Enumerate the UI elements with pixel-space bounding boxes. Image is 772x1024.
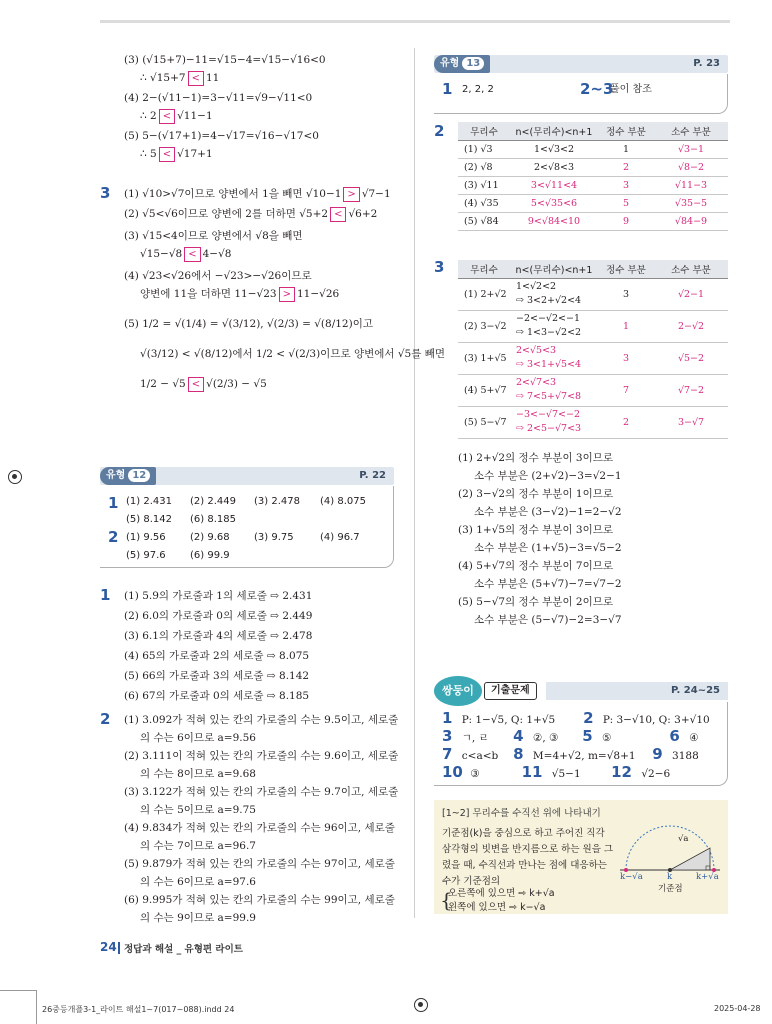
expr: ∴ √15+7 [140, 72, 186, 84]
tip-title: [1~2] 무리수를 수직선 위에 나타내기 [442, 808, 601, 819]
answer-sign-box: < [184, 247, 200, 262]
question-number: 2 [583, 709, 594, 727]
cell-line: −2<−√2<−1 [516, 313, 580, 324]
slug-rule [0, 990, 36, 991]
expr: √17+1 [177, 148, 213, 160]
cell-line: ⇨ 1<3−√2<2 [516, 327, 582, 338]
expr: ∴ 5 [140, 148, 157, 160]
solution-line: (3) √15<4이므로 양변에서 √8을 빼면 [124, 230, 303, 242]
cell: 3 [598, 342, 654, 374]
solution-line [140, 286, 339, 302]
solution-line [124, 206, 377, 222]
cell: 5<√35<6 [510, 194, 598, 212]
slug-rule [36, 990, 37, 1024]
question-number: 2 [108, 528, 119, 546]
solution-line: (5) 1/2 = √(1/4) = √(3/12), √(2/3) = √(8/12)이고 [124, 318, 373, 330]
cell: √2−1 [654, 278, 728, 310]
top-rule [100, 20, 730, 23]
cell: √7−2 [654, 374, 728, 406]
cell: √3−1 [654, 140, 728, 158]
question-number: 1 [442, 709, 453, 727]
question-number: 2 [100, 710, 111, 728]
column-header: 무리수 [458, 122, 510, 140]
expr: √15−√8 [140, 248, 183, 260]
solution-line: (3) 3.122가 적혀 있는 칸의 가로줄의 수는 9.7이고, 세로줄 [124, 786, 399, 798]
file-info: 26중등개플3-1_라이트 해설1~7(017~088).indd 24 [42, 1005, 235, 1014]
question-number: 1 [100, 586, 111, 604]
cell: 1 [598, 310, 654, 342]
cell: 3 [598, 176, 654, 194]
answer-sign-box: < [159, 147, 175, 162]
expr: √(2/3) − √5 [206, 378, 267, 390]
column-header: n<(무리수)<n+1 [510, 122, 598, 140]
question-number: 6 [669, 727, 680, 745]
cell [510, 310, 598, 342]
answer: (5) 97.6 [126, 550, 166, 561]
solution-line: (2) 3.111이 적혀 있는 칸의 가로줄의 수는 9.6이고, 세로줄 [124, 750, 399, 762]
solution-line [140, 146, 213, 162]
solution-line: (4) √23<√26에서 −√23>−√26이므로 [124, 270, 312, 282]
solution-line: (3) 6.1의 가로줄과 4의 세로줄 ⇨ 2.478 [124, 630, 313, 642]
answer: 2, 2, 2 [462, 84, 494, 95]
cell: (3) √11 [458, 176, 510, 194]
cell: 1<√3<2 [510, 140, 598, 158]
solution-line: (1) 3.092가 적혀 있는 칸의 가로줄의 수는 9.5이고, 세로줄 [124, 714, 399, 726]
cell: 3 [598, 278, 654, 310]
cell-line: 1<√2<2 [516, 281, 557, 292]
question-number: 8 [513, 745, 524, 763]
solution-line: 소수 부분은 (2+√2)−3=√2−1 [474, 470, 622, 482]
cell-line: 2<√7<3 [516, 377, 557, 388]
expr: √11−1 [177, 110, 213, 122]
diagram-point-label: k [667, 872, 673, 882]
answer: √2−6 [641, 768, 671, 780]
question-number: 1 [108, 494, 119, 512]
cell-line: ⇨ 2<5−√7<3 [516, 423, 582, 434]
answer: 풀이 참조 [610, 84, 652, 95]
section-page: P. 22 [359, 470, 386, 481]
cell-line: ⇨ 3<1+√5<4 [516, 359, 582, 370]
registration-mark-icon [8, 470, 22, 484]
cell: √11−3 [654, 176, 728, 194]
solution-line: 의 수는 7이므로 a=96.7 [140, 840, 256, 852]
cell: 7 [598, 374, 654, 406]
answer-row [442, 746, 699, 764]
question-number: 2~3 [580, 80, 614, 98]
cell: 2 [598, 158, 654, 176]
answer: c<a<b [461, 750, 499, 762]
cell: √8−2 [654, 158, 728, 176]
tip-line: 오른쪽에 있으면 ⇨ k+√a [448, 888, 555, 899]
answer: ㄱ, ㄹ [461, 732, 489, 744]
expr: 11−√26 [296, 288, 340, 300]
answer-row [126, 548, 230, 564]
solution-line: (1) 2+√2의 정수 부분이 3이므로 [458, 452, 614, 464]
answer-row [126, 512, 236, 528]
solution-line: 의 수는 8이므로 a=9.68 [140, 768, 256, 780]
answer: (6) 8.185 [190, 514, 236, 525]
solution-line [140, 108, 213, 124]
cell-line: ⇨ 3<2+√2<4 [516, 295, 582, 306]
cell: 2 [598, 406, 654, 438]
table-row [458, 212, 728, 230]
table-row [458, 406, 728, 438]
cell: (2) 3−√2 [458, 310, 510, 342]
answer-row [442, 764, 670, 782]
solution-line: √(3/12) < √(8/12)에서 1/2 < √(2/3)이므로 양변에서 √5를 빼면 [140, 348, 445, 360]
answer-sign-box: < [188, 377, 204, 392]
footer-title: 정답과 해설 _ 유형편 라이트 [124, 944, 243, 955]
answer: (1) 9.56 [126, 532, 166, 543]
cell-line: −3<−√7<−2 [516, 409, 580, 420]
tip-line: 수가 기준점의 [442, 876, 501, 887]
cell: (5) √84 [458, 212, 510, 230]
solution-line: 소수 부분은 (1+√5)−3=√5−2 [474, 542, 622, 554]
solution-line [140, 376, 267, 392]
answer-row [126, 494, 366, 510]
column-header: n<(무리수)<n+1 [510, 260, 598, 278]
diagram-caption: 기준점 [658, 884, 683, 894]
solution-line [124, 186, 391, 202]
gichul-page: P. 24~25 [671, 685, 720, 696]
footer-divider [118, 942, 120, 954]
solution-line: (3) 1+√5의 정수 부분이 3이므로 [458, 524, 614, 536]
expr: 4−√8 [202, 248, 232, 260]
cell: (4) √35 [458, 194, 510, 212]
question-number: 7 [442, 745, 453, 763]
question-number: 4 [513, 727, 524, 745]
expr: (1) √10>√7이므로 양변에서 1을 빼면 √10−1 [124, 188, 342, 200]
column-header: 정수 부분 [598, 260, 654, 278]
answer: ②, ③ [532, 732, 559, 744]
solution-line: (5) 9.879가 적혀 있는 칸의 가로줄의 수는 97이고, 세로줄 [124, 858, 395, 870]
solution-line: (5) 5−√7의 정수 부분이 2이므로 [458, 596, 614, 608]
tip-line: 삼각형의 빗변을 반지름으로 하는 원을 그 [442, 844, 614, 855]
cell: (2) √8 [458, 158, 510, 176]
section-tag [100, 467, 156, 485]
question-number: 9 [652, 745, 663, 763]
diagram-sqrt-label: √a [678, 834, 689, 844]
solution-line: (4) 5+√7의 정수 부분이 7이므로 [458, 560, 614, 572]
section-number: 12 [128, 469, 150, 482]
solution-line: (4) 65의 가로줄과 2의 세로줄 ⇨ 8.075 [124, 650, 310, 662]
cell: 2−√2 [654, 310, 728, 342]
expr: √6+2 [348, 208, 378, 220]
answer: P: 3−√10, Q: 3+√10 [602, 714, 710, 726]
cell [510, 278, 598, 310]
expr: ∴ 2 [140, 110, 157, 122]
diagram-point-label: k+√a [696, 872, 719, 882]
gichul-badge: 쌍둥이 [434, 676, 482, 706]
answer-sign-box: < [188, 71, 204, 86]
page-number: 24 [100, 940, 117, 954]
answer-sign-box: > [343, 187, 359, 202]
cell [510, 374, 598, 406]
solution-line: 의 수는 6이므로 a=97.6 [140, 876, 256, 888]
cell [510, 406, 598, 438]
cell: 3−√7 [654, 406, 728, 438]
solution-line: (3) (√15+7)−11=√15−4=√15−√16<0 [124, 54, 326, 66]
solution-line [140, 246, 231, 262]
solution-line: (2) 3−√2의 정수 부분이 1이므로 [458, 488, 614, 500]
table-row [458, 140, 728, 158]
expr: 양변에 11을 더하면 11−√23 [140, 288, 277, 300]
table-q3 [458, 260, 728, 439]
answer: (1) 2.431 [126, 496, 172, 507]
answer: ⑤ [602, 732, 612, 744]
table-row [458, 176, 728, 194]
answer: ④ [689, 732, 699, 744]
cell: 1 [598, 140, 654, 158]
gichul-title: 기출문제 [484, 682, 537, 700]
cell: (5) 5−√7 [458, 406, 510, 438]
answer: (2) 9.68 [190, 532, 230, 543]
cell: 2<√8<3 [510, 158, 598, 176]
cell: (4) 5+√7 [458, 374, 510, 406]
expr: √7−1 [361, 188, 391, 200]
question-number: 2 [434, 122, 445, 140]
section-tag [434, 55, 490, 73]
answer: (3) 2.478 [254, 496, 300, 507]
cell: 9<√84<10 [510, 212, 598, 230]
solution-line [140, 70, 219, 86]
solution-line: (1) 5.9의 가로줄과 1의 세로줄 ⇨ 2.431 [124, 590, 313, 602]
question-number: 12 [611, 763, 632, 781]
cell-line: 2<√5<3 [516, 345, 557, 356]
tip-line: 렸을 때, 수직선과 만나는 점에 대응하는 [442, 860, 607, 871]
question-number: 3 [100, 184, 111, 202]
column-header: 소수 부분 [654, 260, 728, 278]
answer: ③ [470, 768, 480, 780]
question-number: 5 [582, 727, 593, 745]
section-tag-label: 유형 [440, 58, 460, 69]
solution-line: (6) 67의 가로줄과 0의 세로줄 ⇨ 8.185 [124, 690, 310, 702]
answer: √5−1 [551, 768, 581, 780]
solution-line: (2) 6.0의 가로줄과 0의 세로줄 ⇨ 2.449 [124, 610, 313, 622]
question-number: 10 [442, 763, 463, 781]
question-number: 3 [442, 727, 453, 745]
solution-line: 의 수는 6이므로 a=9.56 [140, 732, 256, 744]
diagram-point-label: k−√a [620, 872, 643, 882]
answer-sign-box: < [159, 109, 175, 124]
answer-row [442, 728, 699, 746]
answer: (2) 2.449 [190, 496, 236, 507]
table-row [458, 158, 728, 176]
tip-line: 왼쪽에 있으면 ⇨ k−√a [448, 902, 546, 913]
cell: (1) √3 [458, 140, 510, 158]
column-header: 정수 부분 [598, 122, 654, 140]
section-page: P. 23 [693, 58, 720, 69]
column-divider [414, 48, 415, 918]
cell [510, 342, 598, 374]
answer-sign-box: > [279, 287, 295, 302]
expr: 11 [205, 72, 220, 84]
solution-line: (5) 66의 가로줄과 3의 세로줄 ⇨ 8.142 [124, 670, 310, 682]
answer: P: 1−√5, Q: 1+√5 [461, 714, 556, 726]
question-number: 11 [521, 763, 543, 781]
cell: 5 [598, 194, 654, 212]
expr: 1/2 − √5 [140, 378, 186, 390]
answer: (6) 99.9 [190, 550, 230, 561]
column-header: 소수 부분 [654, 122, 728, 140]
gichul-header [434, 680, 728, 702]
answer: (4) 8.075 [320, 496, 366, 507]
solution-line: 의 수는 9이므로 a=99.9 [140, 912, 256, 924]
section-header-12 [100, 467, 394, 485]
section-number: 13 [462, 57, 484, 70]
answer: 3188 [672, 750, 699, 762]
answer-sign-box: < [330, 207, 346, 222]
solution-line: (4) 9.834가 적혀 있는 칸의 가로줄의 수는 96이고, 세로줄 [124, 822, 395, 834]
tip-line: 기준점(k)을 중심으로 하고 주어진 직각 [442, 828, 605, 839]
print-date: 2025-04-28 [714, 1004, 761, 1013]
cell: 9 [598, 212, 654, 230]
registration-mark-icon [414, 998, 428, 1012]
table-row [458, 194, 728, 212]
question-number: 1 [442, 80, 453, 98]
question-number: 3 [434, 258, 445, 276]
solution-line: (5) 5−(√17+1)=4−√17=√16−√17<0 [124, 130, 319, 142]
tip-box [434, 800, 728, 914]
solution-line: 소수 부분은 (5+√7)−7=√7−2 [474, 578, 622, 590]
solution-line: (4) 2−(√11−1)=3−√11=√9−√11<0 [124, 92, 313, 104]
cell: (1) 2+√2 [458, 278, 510, 310]
cell: (3) 1+√5 [458, 342, 510, 374]
section-header-13 [434, 55, 728, 73]
answer-row [126, 530, 360, 546]
table-row [458, 342, 728, 374]
cell: √5−2 [654, 342, 728, 374]
table-row [458, 278, 728, 310]
answer: (3) 9.75 [254, 532, 294, 543]
cell: 3<√11<4 [510, 176, 598, 194]
section-tag-label: 유형 [106, 470, 126, 481]
column-header: 무리수 [458, 260, 510, 278]
answer: (5) 8.142 [126, 514, 172, 525]
answer: M=4+√2, m=√8+1 [532, 750, 636, 762]
table-row [458, 374, 728, 406]
solution-line: 소수 부분은 (3−√2)−1=2−√2 [474, 506, 622, 518]
solution-line: 의 수는 5이므로 a=9.75 [140, 804, 256, 816]
table-q2 [458, 122, 728, 231]
cell: √35−5 [654, 194, 728, 212]
brace: { [440, 888, 453, 912]
table-row [458, 310, 728, 342]
cell: √84−9 [654, 212, 728, 230]
expr: (2) √5<√6이므로 양변에 2를 더하면 √5+2 [124, 208, 329, 220]
solution-line: 소수 부분은 (5−√7)−2=3−√7 [474, 614, 622, 626]
solution-line: (6) 9.995가 적혀 있는 칸의 가로줄의 수는 99이고, 세로줄 [124, 894, 395, 906]
answer: (4) 96.7 [320, 532, 360, 543]
cell-line: ⇨ 7<5+√7<8 [516, 391, 582, 402]
answer-row [442, 710, 710, 728]
